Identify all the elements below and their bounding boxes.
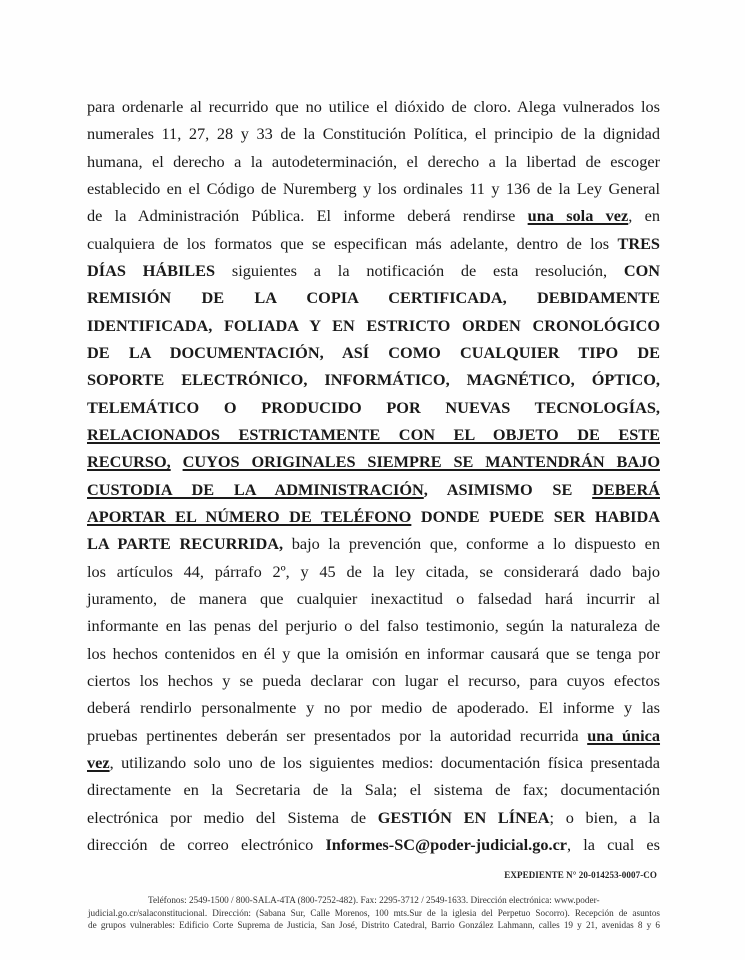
- text-run: , la cual es: [567, 834, 660, 854]
- footer-address-line: judicial.go.cr/salaconstitucional. Dirección: (Sabana Sur, Calle Morenos, 100 mts.Sur de la iglesia del Perpetuo Socorro). Recepción de asuntos: [88, 907, 660, 918]
- text-line: [87, 148, 660, 175]
- text-line: [87, 257, 660, 284]
- text-line: [87, 394, 660, 421]
- emphasized-text: vez: [87, 752, 110, 772]
- footer-contact-line: Teléfonos: 2549-1500 / 800-SALA-4TA (800-7252-482). Fax: 2295-3712 / 2549-1633. Dirección electrónica: www.poder-: [148, 895, 600, 905]
- text-line: [87, 694, 660, 721]
- text-run: los artículos 44, párrafo 2º, y 45 de la ley citada, se considerará dado bajo: [87, 561, 660, 581]
- emphasized-text: RELACIONADOS ESTRICTAMENTE CON EL OBJETO DE ESTE: [87, 424, 660, 444]
- text-run: electrónica por medio del Sistema de: [87, 807, 378, 827]
- text-line: [87, 476, 660, 503]
- text-line: [87, 339, 660, 366]
- emphasized-text: una única: [587, 725, 661, 745]
- text-line: [87, 831, 660, 858]
- text-line: [87, 558, 660, 585]
- bold-text: SOPORTE ELECTRÓNICO, INFORMÁTICO, MAGNÉTICO, ÓPTICO,: [87, 370, 660, 390]
- emphasized-text: una sola vez: [527, 206, 629, 226]
- text-line: [87, 667, 660, 694]
- bold-text: TELEMÁTICO O PRODUCIDO POR NUEVAS TECNOLOGÍAS,: [87, 397, 660, 417]
- text-line: [87, 366, 660, 393]
- footer-reception-line: de grupos vulnerables: Edificio Corte Suprema de Justicia, San José, Distrito Catedral, Barrio González Lahmann, calles 19 y 21, avenidas 8 y 6: [88, 920, 660, 930]
- text-run: bajo la prevención que, conforme a lo dispuesto en: [283, 534, 660, 554]
- text-run: siguientes a la notificación de esta resolución,: [215, 260, 624, 280]
- text-line: [87, 120, 660, 147]
- bold-text: REMISIÓN DE LA COPIA CERTIFICADA, DEBIDAMENTE: [87, 288, 660, 308]
- text-line: [87, 202, 660, 229]
- emphasized-text: APORTAR EL NÚMERO DE TELÉFONO: [87, 506, 412, 526]
- text-line: [87, 503, 660, 530]
- text-run: cualquiera de los formatos que se especifican más adelante, dentro de los: [87, 233, 618, 253]
- text-line: [87, 530, 660, 557]
- text-line: [87, 421, 660, 448]
- bold-text: DE LA DOCUMENTACIÓN, ASÍ COMO CUALQUIER TIPO DE: [87, 342, 660, 362]
- text-line: [87, 749, 660, 776]
- text-line: [87, 448, 660, 475]
- bold-text: CON: [623, 260, 660, 280]
- text-run: humana, el derecho a la autodeterminación, el derecho a la libertad de escoger: [87, 151, 660, 171]
- text-run: , en: [628, 206, 660, 226]
- text-run: ciertos los hechos y se pueda declarar con lugar el recurso, para cuyos efectos: [87, 670, 660, 690]
- text-line: [87, 640, 660, 667]
- page-footer: [88, 894, 660, 932]
- emphasized-text: CUSTODIA DE LA ADMINISTRACIÓN: [87, 479, 424, 499]
- bold-text: DONDE PUEDE SER HABIDA: [411, 506, 660, 526]
- emphasized-text: RECURSO,: [87, 452, 171, 472]
- emphasized-text: CUYOS ORIGINALES SIEMPRE SE MANTENDRÁN BAJO: [182, 452, 660, 472]
- text-line: [87, 230, 660, 257]
- bold-text: LA PARTE RECURRIDA,: [87, 534, 284, 554]
- bold-text: , ASIMISMO SE: [423, 479, 593, 499]
- text-run: deberá rendirlo personalmente y no por medio de apoderado. El informe y las: [87, 698, 660, 718]
- document-body: [87, 93, 660, 858]
- text-line: [87, 804, 660, 831]
- text-line: [87, 93, 660, 120]
- text-run: de la Administración Pública. El informe deberá rendirse: [87, 206, 528, 226]
- bold-text: GESTIÓN EN LÍNEA: [377, 807, 550, 827]
- text-run: directamente en la Secretaria de la Sala; el sistema de fax; documentación: [87, 780, 660, 800]
- bold-text: IDENTIFICADA, FOLIADA Y EN ESTRICTO ORDEN CRONOLÓGICO: [87, 315, 660, 335]
- text-run: establecido en el Código de Nuremberg y los ordinales 11 y 136 de la Ley General: [87, 178, 660, 198]
- bold-text: TRES: [617, 233, 660, 253]
- text-run: pruebas pertinentes deberán ser presentados por la autoridad recurrida: [87, 725, 588, 745]
- bold-text: DÍAS HÁBILES: [87, 260, 216, 280]
- text-run: informante en las penas del perjurio o del falso testimonio, según la naturaleza de: [87, 616, 660, 636]
- text-line: [87, 175, 660, 202]
- text-run: numerales 11, 27, 28 y 33 de la Constitución Política, el principio de la dignidad: [87, 124, 660, 144]
- case-number: EXPEDIENTE N° 20-014253-0007-CO: [504, 870, 657, 880]
- bold-text: Informes-SC@poder-judicial.go.cr: [325, 834, 568, 854]
- text-line: [87, 776, 660, 803]
- text-line: [87, 312, 660, 339]
- text-line: [87, 284, 660, 311]
- text-run: , utilizando solo uno de los siguientes medios: documentación física presentada: [109, 752, 660, 772]
- text-run: juramento, de manera que cualquier inexactitud o falsedad hará incurrir al: [87, 588, 660, 608]
- text-run: ; o bien, a la: [549, 807, 660, 827]
- text-run: para ordenarle al recurrido que no utilice el dióxido de cloro. Alega vulnerados los: [87, 97, 660, 116]
- bold-text: [171, 452, 183, 471]
- text-run: los hechos contenidos en él y que la omisión en informar causará que se tenga por: [87, 643, 660, 663]
- text-run: dirección de correo electrónico: [87, 834, 326, 854]
- text-line: [87, 585, 660, 612]
- text-line: [87, 722, 660, 749]
- text-line: [87, 612, 660, 639]
- emphasized-text: DEBERÁ: [592, 479, 660, 499]
